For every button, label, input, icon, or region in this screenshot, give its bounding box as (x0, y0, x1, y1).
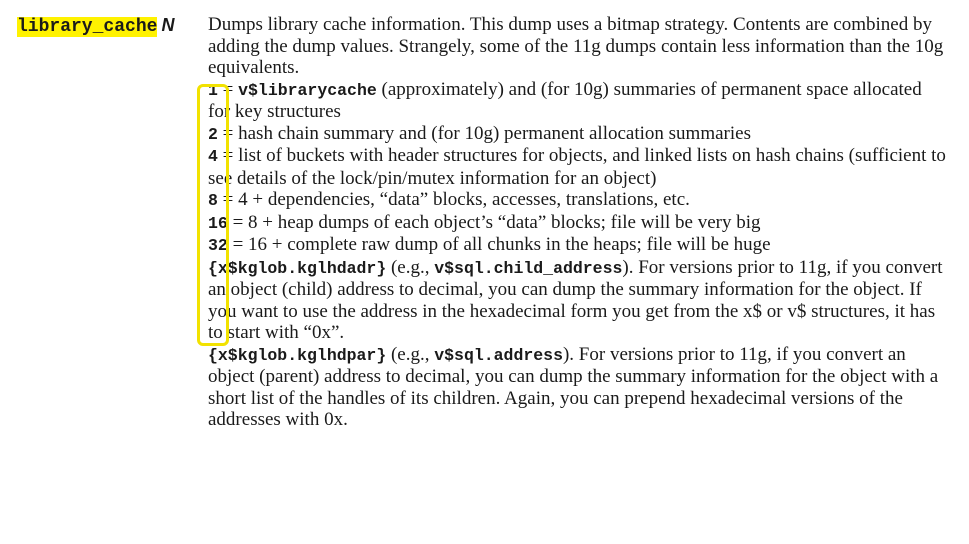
intro-paragraph: Dumps library cache information. This dump uses a bitmap strategy. Contents are combined by adding the dump values. Strangely, some of the 11g dumps contain less information than the 10g equivalents. (208, 14, 944, 78)
level-text: 4 + dependencies, “data” blocks, accesses, translations, etc. (238, 189, 690, 210)
level-item (208, 79, 948, 123)
level-text: hash chain summary and (for 10g) permanent allocation summaries (238, 122, 751, 144)
level-equals: = (217, 145, 239, 166)
description-block (208, 14, 948, 431)
level-equals: = (217, 189, 239, 210)
note-code: {x$kglob.kglhdpar} (208, 345, 387, 365)
note-example-code: v$sql.child_address (434, 258, 623, 278)
parameter-term (17, 14, 174, 38)
level-item (208, 123, 948, 146)
level-equals: = (227, 211, 249, 233)
level-number: 16 (208, 213, 228, 233)
level-equals: = (217, 122, 239, 144)
level-equals: = (227, 234, 249, 255)
term-name: library_cache (17, 17, 158, 37)
level-number: 32 (208, 236, 228, 255)
level-number: 1 (208, 80, 218, 100)
level-item (208, 212, 948, 235)
note-paragraph (208, 257, 948, 344)
level-text: 16 + complete raw dump of all chunks in the heaps; file will be huge (248, 234, 771, 255)
level-item (208, 189, 948, 212)
level-number: 2 (208, 124, 218, 144)
note-text: ). For versions prior to 11g, if you convert an object (child) address to decimal, you can dump the summary information for the object. If you want to use the address in the hexadecimal form you get from the x$ or v$ structures, it has to start with “0x”. (208, 256, 943, 343)
level-text: 8 + heap dumps of each object’s “data” blocks; file will be very big (248, 211, 761, 233)
level-number: 8 (208, 191, 218, 210)
level-number: 4 (208, 147, 218, 166)
term-argument: N (161, 15, 175, 35)
level-code: v$librarycache (238, 80, 377, 100)
level-text: list of buckets with header structures for objects, and linked lists on hash chains (sufficient to see details of the lock/pin/mutex information for an object) (208, 145, 946, 189)
note-example-code: v$sql.address (434, 345, 563, 365)
note-code: {x$kglob.kglhdadr} (208, 258, 387, 278)
level-equals: = (217, 78, 239, 100)
level-text: (approximately) and (for 10g) summaries of permanent space allocated for key structures (208, 78, 922, 122)
note-text: ). For versions prior to 11g, if you convert an object (parent) address to decimal, you can dump the summary information for the object with a short list of the handles of its children. Again, you can prepend hexadecimal versions of the addresses with 0x. (208, 343, 939, 430)
note-text: (e.g., (386, 256, 435, 278)
note-text: (e.g., (386, 343, 435, 365)
note-paragraph (208, 344, 948, 431)
level-item (208, 145, 948, 189)
level-item (208, 234, 948, 257)
